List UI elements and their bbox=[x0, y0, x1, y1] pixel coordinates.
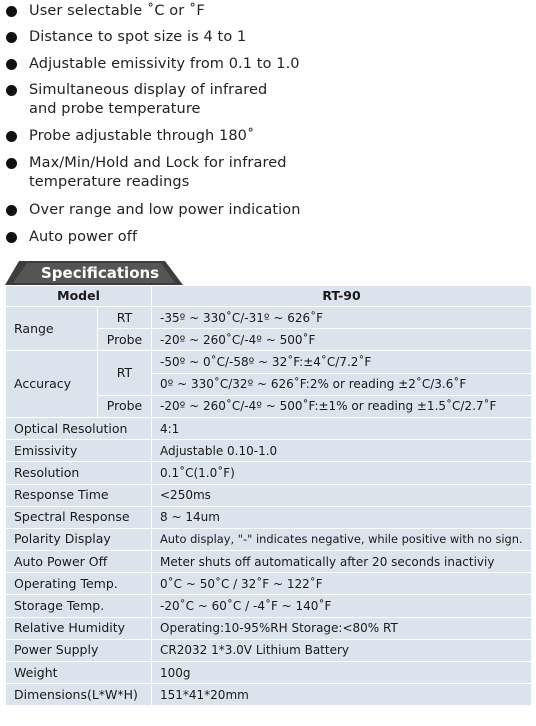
feature-item bbox=[6, 127, 254, 146]
table-row bbox=[6, 462, 532, 484]
row-value: 100g bbox=[152, 662, 532, 684]
row-label: Optical Resolution bbox=[6, 417, 152, 439]
row-value: 151*41*20mm bbox=[152, 684, 532, 706]
row-value: CR2032 1*3.0V Lithium Battery bbox=[152, 639, 532, 661]
feature-text: User selectable ˚C or ˚F bbox=[29, 3, 205, 19]
feature-item bbox=[6, 228, 137, 247]
feature-text: Distance to spot size is 4 to 1 bbox=[29, 29, 247, 45]
bullet-icon bbox=[6, 205, 17, 216]
table-header-row bbox=[6, 286, 532, 307]
range-rt-value: -35º ~ 330˚C/-31º ~ 626˚F bbox=[152, 307, 532, 329]
row-value: 4:1 bbox=[152, 417, 532, 439]
accuracy-probe-value: -20º ~ 260˚C/-4º ~ 500˚F:±1% or reading ±1.5˚C/2.7˚F bbox=[152, 395, 532, 417]
table-row bbox=[6, 351, 532, 373]
feature-text: Max/Min/Hold and Lock for infrared temperature readings bbox=[29, 155, 287, 190]
bullet-icon bbox=[6, 85, 17, 96]
row-value: -20˚C ~ 60˚C / -4˚F ~ 140˚F bbox=[152, 595, 532, 617]
feature-text: Auto power off bbox=[29, 229, 138, 245]
table-row bbox=[6, 639, 532, 661]
specifications-title: Specifications bbox=[41, 264, 160, 282]
row-label: Polarity Display bbox=[6, 528, 152, 550]
bullet-icon bbox=[6, 131, 17, 142]
feature-text: Adjustable emissivity from 0.1 to 1.0 bbox=[29, 56, 300, 72]
accuracy-rt-value-2: 0º ~ 330˚C/32º ~ 626˚F:2% or reading ±2˚C/3.6˚F bbox=[152, 373, 532, 395]
table-row bbox=[6, 440, 532, 462]
model-label: Model bbox=[6, 286, 152, 307]
row-label: Weight bbox=[6, 662, 152, 684]
row-label: Relative Humidity bbox=[6, 617, 152, 639]
accuracy-label: Accuracy bbox=[6, 351, 98, 418]
table-row bbox=[6, 617, 532, 639]
row-value: 8 ~ 14um bbox=[152, 506, 532, 528]
range-label: Range bbox=[6, 307, 98, 351]
feature-item bbox=[6, 154, 287, 192]
specifications-tab bbox=[5, 261, 185, 285]
feature-item bbox=[6, 201, 301, 220]
row-value: Meter shuts off automatically after 20 seconds inactiviy bbox=[152, 551, 532, 573]
row-label: Spectral Response bbox=[6, 506, 152, 528]
table-row bbox=[6, 595, 532, 617]
range-rt-label: RT bbox=[98, 307, 152, 329]
row-value: 0˚C ~ 50˚C / 32˚F ~ 122˚F bbox=[152, 573, 532, 595]
feature-item bbox=[6, 28, 246, 47]
accuracy-rt-value-1: -50º ~ 0˚C/-58º ~ 32˚F:±4˚C/7.2˚F bbox=[152, 351, 532, 373]
row-value: Adjustable 0.10-1.0 bbox=[152, 440, 532, 462]
row-label: Power Supply bbox=[6, 639, 152, 661]
bullet-icon bbox=[6, 232, 17, 243]
feature-item bbox=[6, 2, 205, 21]
feature-item bbox=[6, 81, 267, 119]
table-row bbox=[6, 662, 532, 684]
row-value: Auto display, "-" indicates negative, while positive with no sign. bbox=[152, 528, 532, 550]
table-row bbox=[6, 528, 532, 550]
row-label: Storage Temp. bbox=[6, 595, 152, 617]
range-probe-label: Probe bbox=[98, 329, 152, 351]
range-probe-value: -20º ~ 260˚C/-4º ~ 500˚F bbox=[152, 329, 532, 351]
feature-text: Simultaneous display of infrared and probe temperature bbox=[29, 82, 268, 117]
row-label: Response Time bbox=[6, 484, 152, 506]
row-label: Dimensions(L*W*H) bbox=[6, 684, 152, 706]
table-row bbox=[6, 506, 532, 528]
row-label: Auto Power Off bbox=[6, 551, 152, 573]
row-value: <250ms bbox=[152, 484, 532, 506]
row-label: Resolution bbox=[6, 462, 152, 484]
model-value: RT-90 bbox=[152, 286, 532, 307]
bullet-icon bbox=[6, 6, 17, 17]
table-row bbox=[6, 573, 532, 595]
table-row bbox=[6, 684, 532, 706]
bullet-icon bbox=[6, 59, 17, 70]
feature-text: Probe adjustable through 180˚ bbox=[29, 128, 255, 144]
table-row bbox=[6, 551, 532, 573]
row-value: Operating:10-95%RH Storage:<80% RT bbox=[152, 617, 532, 639]
table-row bbox=[6, 484, 532, 506]
feature-text: Over range and low power indication bbox=[29, 202, 301, 218]
row-label: Operating Temp. bbox=[6, 573, 152, 595]
table-row bbox=[6, 417, 532, 439]
row-label: Emissivity bbox=[6, 440, 152, 462]
bullet-icon bbox=[6, 158, 17, 169]
feature-item bbox=[6, 55, 300, 74]
table-row bbox=[6, 307, 532, 329]
row-value: 0.1˚C(1.0˚F) bbox=[152, 462, 532, 484]
accuracy-probe-label: Probe bbox=[98, 395, 152, 417]
specifications-table bbox=[5, 285, 532, 706]
accuracy-rt-label: RT bbox=[98, 351, 152, 395]
bullet-icon bbox=[6, 32, 17, 43]
